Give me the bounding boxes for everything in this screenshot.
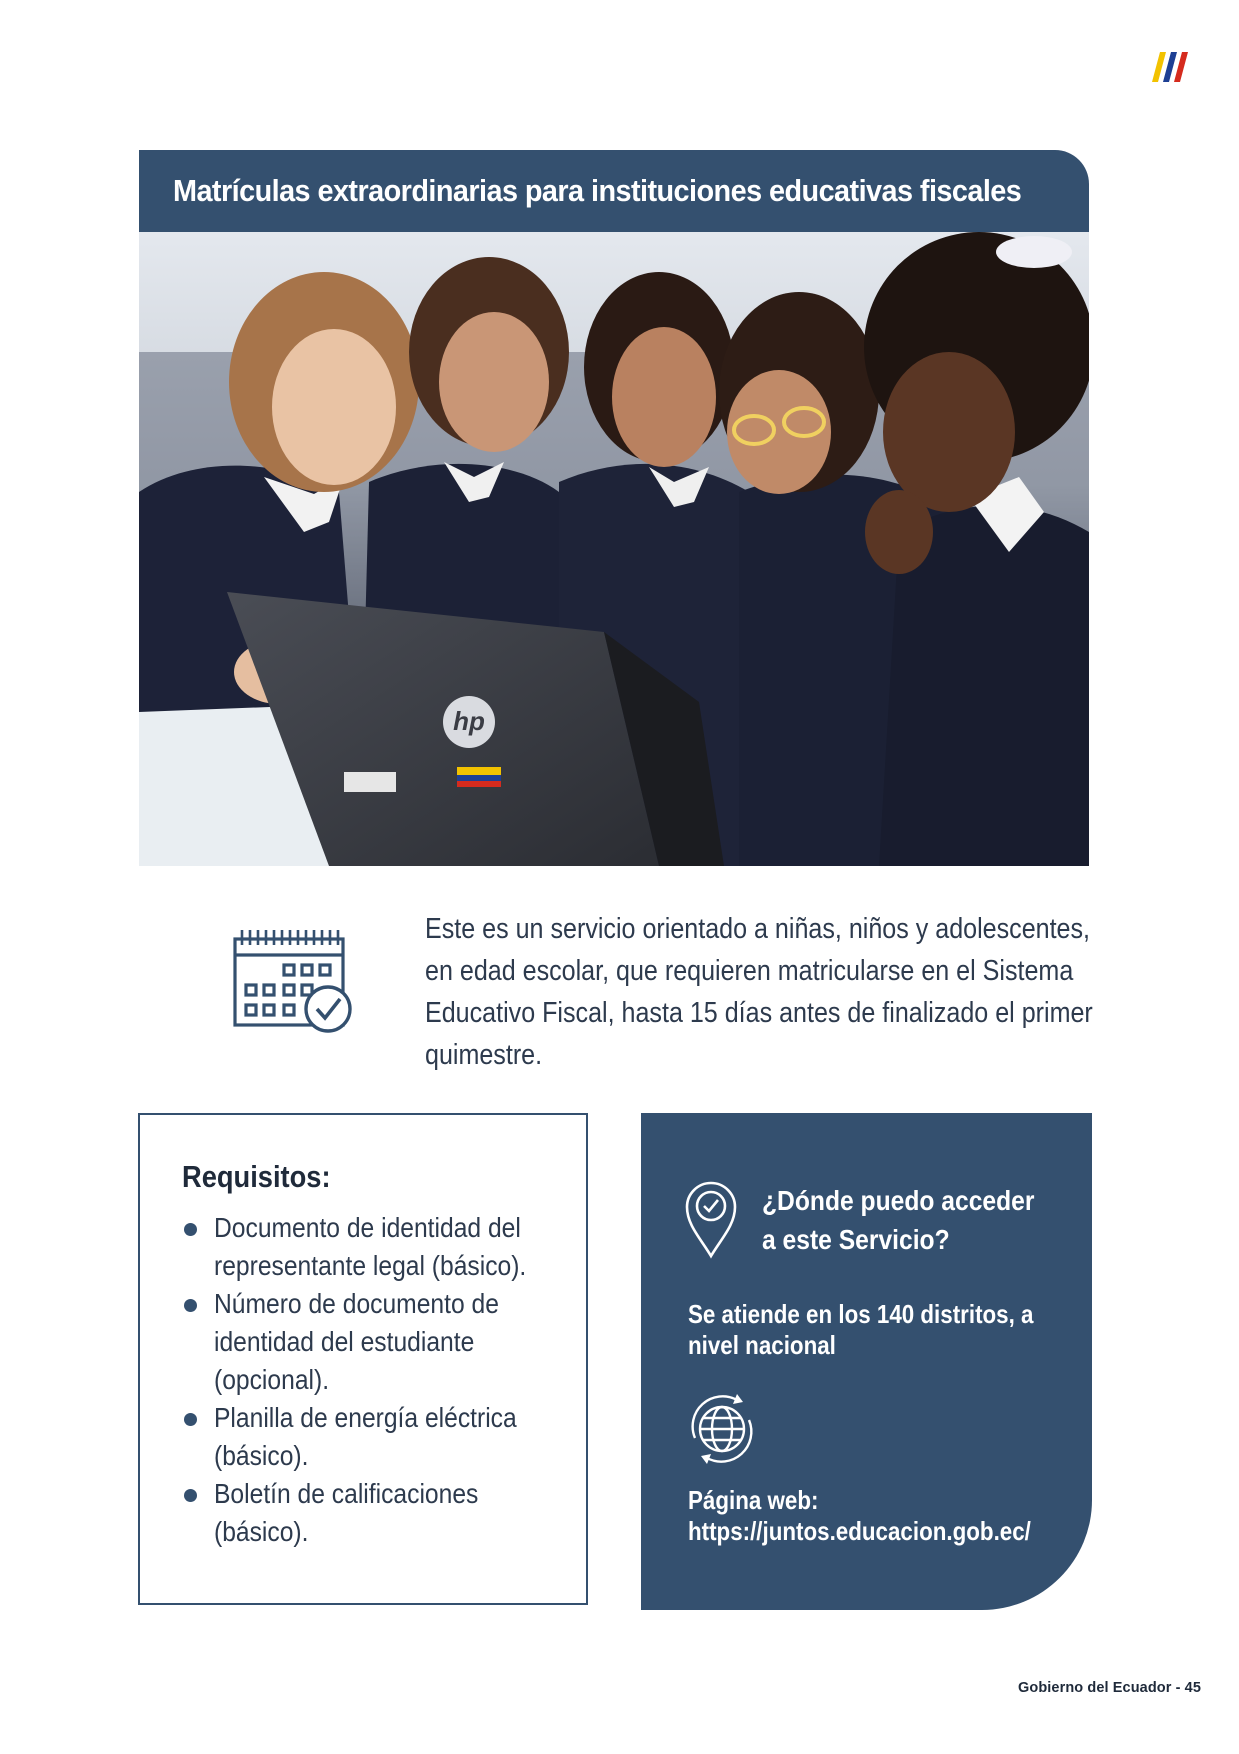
requirements-title: Requisitos:	[182, 1159, 331, 1194]
calendar-check-icon	[232, 925, 357, 1035]
globe-icon	[683, 1390, 761, 1468]
bullet-icon	[184, 1489, 197, 1502]
access-description: Se atiende en los 140 distritos, a nivel nacional	[688, 1299, 1034, 1360]
requirement-item: Planilla de energía eléctrica (básico).	[182, 1399, 546, 1475]
page-footer: Gobierno del Ecuador - 45	[1018, 1680, 1201, 1696]
bullet-icon	[184, 1299, 197, 1312]
web-url-link[interactable]: https://juntos.educacion.gob.ec/	[688, 1516, 1031, 1546]
requirement-item: Boletín de calificaciones (básico).	[182, 1475, 546, 1551]
requirement-item: Número de documento de identidad del estudiante (opcional).	[182, 1285, 546, 1399]
requirements-box	[138, 1113, 588, 1605]
title-banner	[139, 150, 1089, 232]
service-description: Este es un servicio orientado a niñas, niños y adolescentes, en edad escolar, que requieren matricularse en el Sistema Educativo Fiscal, hasta 15 días antes de finalizado el primer quimestre.	[425, 913, 1093, 1071]
access-title: ¿Dónde puedo acceder a este Servicio?	[762, 1185, 1035, 1255]
location-pin-icon	[683, 1179, 739, 1259]
flag-stripes-logo	[1152, 52, 1192, 82]
requirements-list	[182, 1209, 546, 1551]
requirement-item: Documento de identidad del representante legal (básico).	[182, 1209, 546, 1285]
bullet-icon	[184, 1223, 197, 1236]
students-laptop-photo	[139, 232, 1089, 866]
bullet-icon	[184, 1413, 197, 1426]
hp-logo: hp	[453, 706, 485, 736]
access-info-box	[641, 1113, 1092, 1610]
page-title: Matrículas extraordinarias para instituciones educativas fiscales	[173, 173, 1022, 208]
web-label: Página web:	[688, 1485, 819, 1515]
